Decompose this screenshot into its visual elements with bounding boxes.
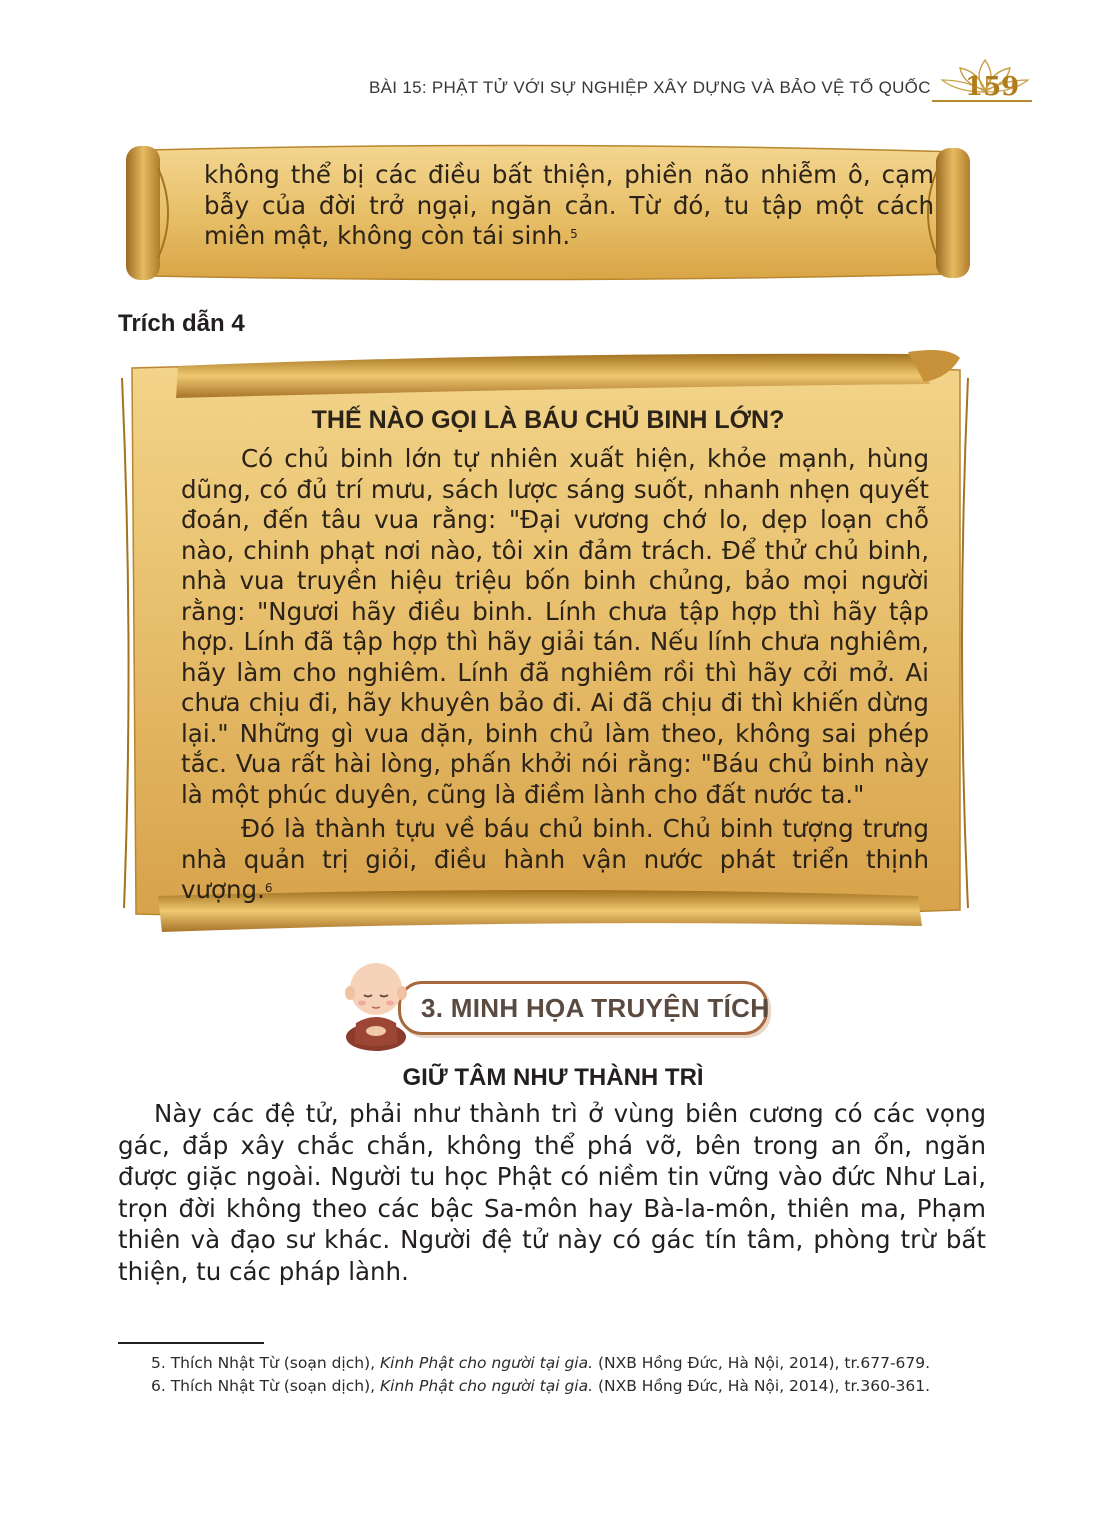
quote-scroll-continued [118, 138, 978, 288]
quote-body [181, 444, 929, 906]
story-paragraph: Này các đệ tử, phải như thành trì ở vùng biên cương có các vọng gác, đắp xây chắc chắn, không thể phá vỡ, bên trong an ổn, ngăn được giặc ngoài. Người tu học Phật có niềm tin vững vào đức Như Lai, trọn đời không theo các bậc Sa-môn hay Bà-la-môn, thiên ma, Phạm thiên và đạo sư khác. Người đệ tử này có gác tín tâm, phòng trừ bất thiện, tu các pháp lành. [118, 1099, 986, 1286]
section-badge [338, 953, 768, 1053]
quote-paragraph-2-text: Đó là thành tựu về báu chủ binh. Chủ binh tượng trưng nhà quản trị giỏi, điều hành vận nước phát triển thịnh vượng. [181, 814, 929, 904]
quote-scroll-4 [118, 348, 978, 940]
quote-paragraph-1: Có chủ binh lớn tự nhiên xuất hiện, khỏe mạnh, hùng dũng, có đủ trí mưu, sách lược sáng suốt, nhanh nhẹn quyết đoán, đến tâu vua rằng: "Đại vương chớ lo, dẹp loạn chỗ nào, chinh phạt nơi nào, tôi xin đảm trách. Để thử chủ binh, nhà vua truyền hiệu triệu bốn binh chủng, bảo mọi người rằng: "Ngươi hãy điều binh. Lính chưa tập hợp thì hãy tập hợp. Lính đã tập hợp thì hãy giải tán. Nếu lính chưa nghiêm, hãy làm cho nghiêm. Lính đã nghiêm rồi thì hãy cởi mở. Ai chưa chịu đi, hãy khuyên bảo đi. Ai đã chịu đi thì khiến dừng lại." Những gì vua dặn, binh chủ làm theo, không sai phép tắc. Vua rất hài lòng, phấn khởi nói rằng: "Báu chủ binh này là một phúc duyên, cũng là điềm lành cho đất nước ta." [181, 444, 929, 809]
footnote-6-title: Kinh Phật cho người tại gia. [379, 1377, 594, 1395]
lesson-title: BÀI 15: PHẬT TỬ VỚI SỰ NGHIỆP XÂY DỰNG VÀ BẢO VỆ TỔ QUỐC [369, 78, 931, 97]
quote-heading: Trích dẫn 4 [118, 310, 245, 337]
footnote-ref-6[interactable]: 6 [264, 881, 273, 895]
quote-title: THẾ NÀO GỌI LÀ BÁU CHỦ BINH LỚN? [311, 406, 785, 434]
footnote-5-source: (NXB Hồng Đức, Hà Nội, 2014), tr.677-679. [593, 1354, 931, 1372]
footnote-ref-5[interactable]: 5 [570, 227, 578, 241]
page-number: 159 [965, 72, 1020, 102]
footnote-5 [118, 1352, 990, 1375]
section-badge-frame [398, 981, 768, 1035]
scroll-text [204, 160, 934, 252]
footnote-6-author: 6. Thích Nhật Từ (soạn dịch), [151, 1377, 380, 1395]
footnote-rule [118, 1342, 264, 1344]
footnote-6-source: (NXB Hồng Đức, Hà Nội, 2014), tr.360-361. [593, 1377, 931, 1395]
page-header [0, 72, 1106, 112]
footnote-5-title: Kinh Phật cho người tại gia. [379, 1354, 594, 1372]
footnote-6 [118, 1375, 990, 1398]
section-label: 3. MINH HỌA TRUYỆN TÍCH [421, 993, 770, 1023]
monk-icon [338, 953, 418, 1053]
scroll1-body: không thể bị các điều bất thiện, phiền não nhiễm ô, cạm bẫy của đời trở ngại, ngăn cản. Từ đó, tu tập một cách miên mật, không còn tái sinh. [204, 160, 934, 250]
story-title: GIỮ TÂM NHƯ THÀNH TRÌ [402, 1064, 704, 1091]
story-body [118, 1098, 986, 1287]
footnotes [118, 1352, 990, 1398]
footnote-5-author: 5. Thích Nhật Từ (soạn dịch), [151, 1354, 380, 1372]
quote-paragraph-2 [181, 814, 929, 906]
